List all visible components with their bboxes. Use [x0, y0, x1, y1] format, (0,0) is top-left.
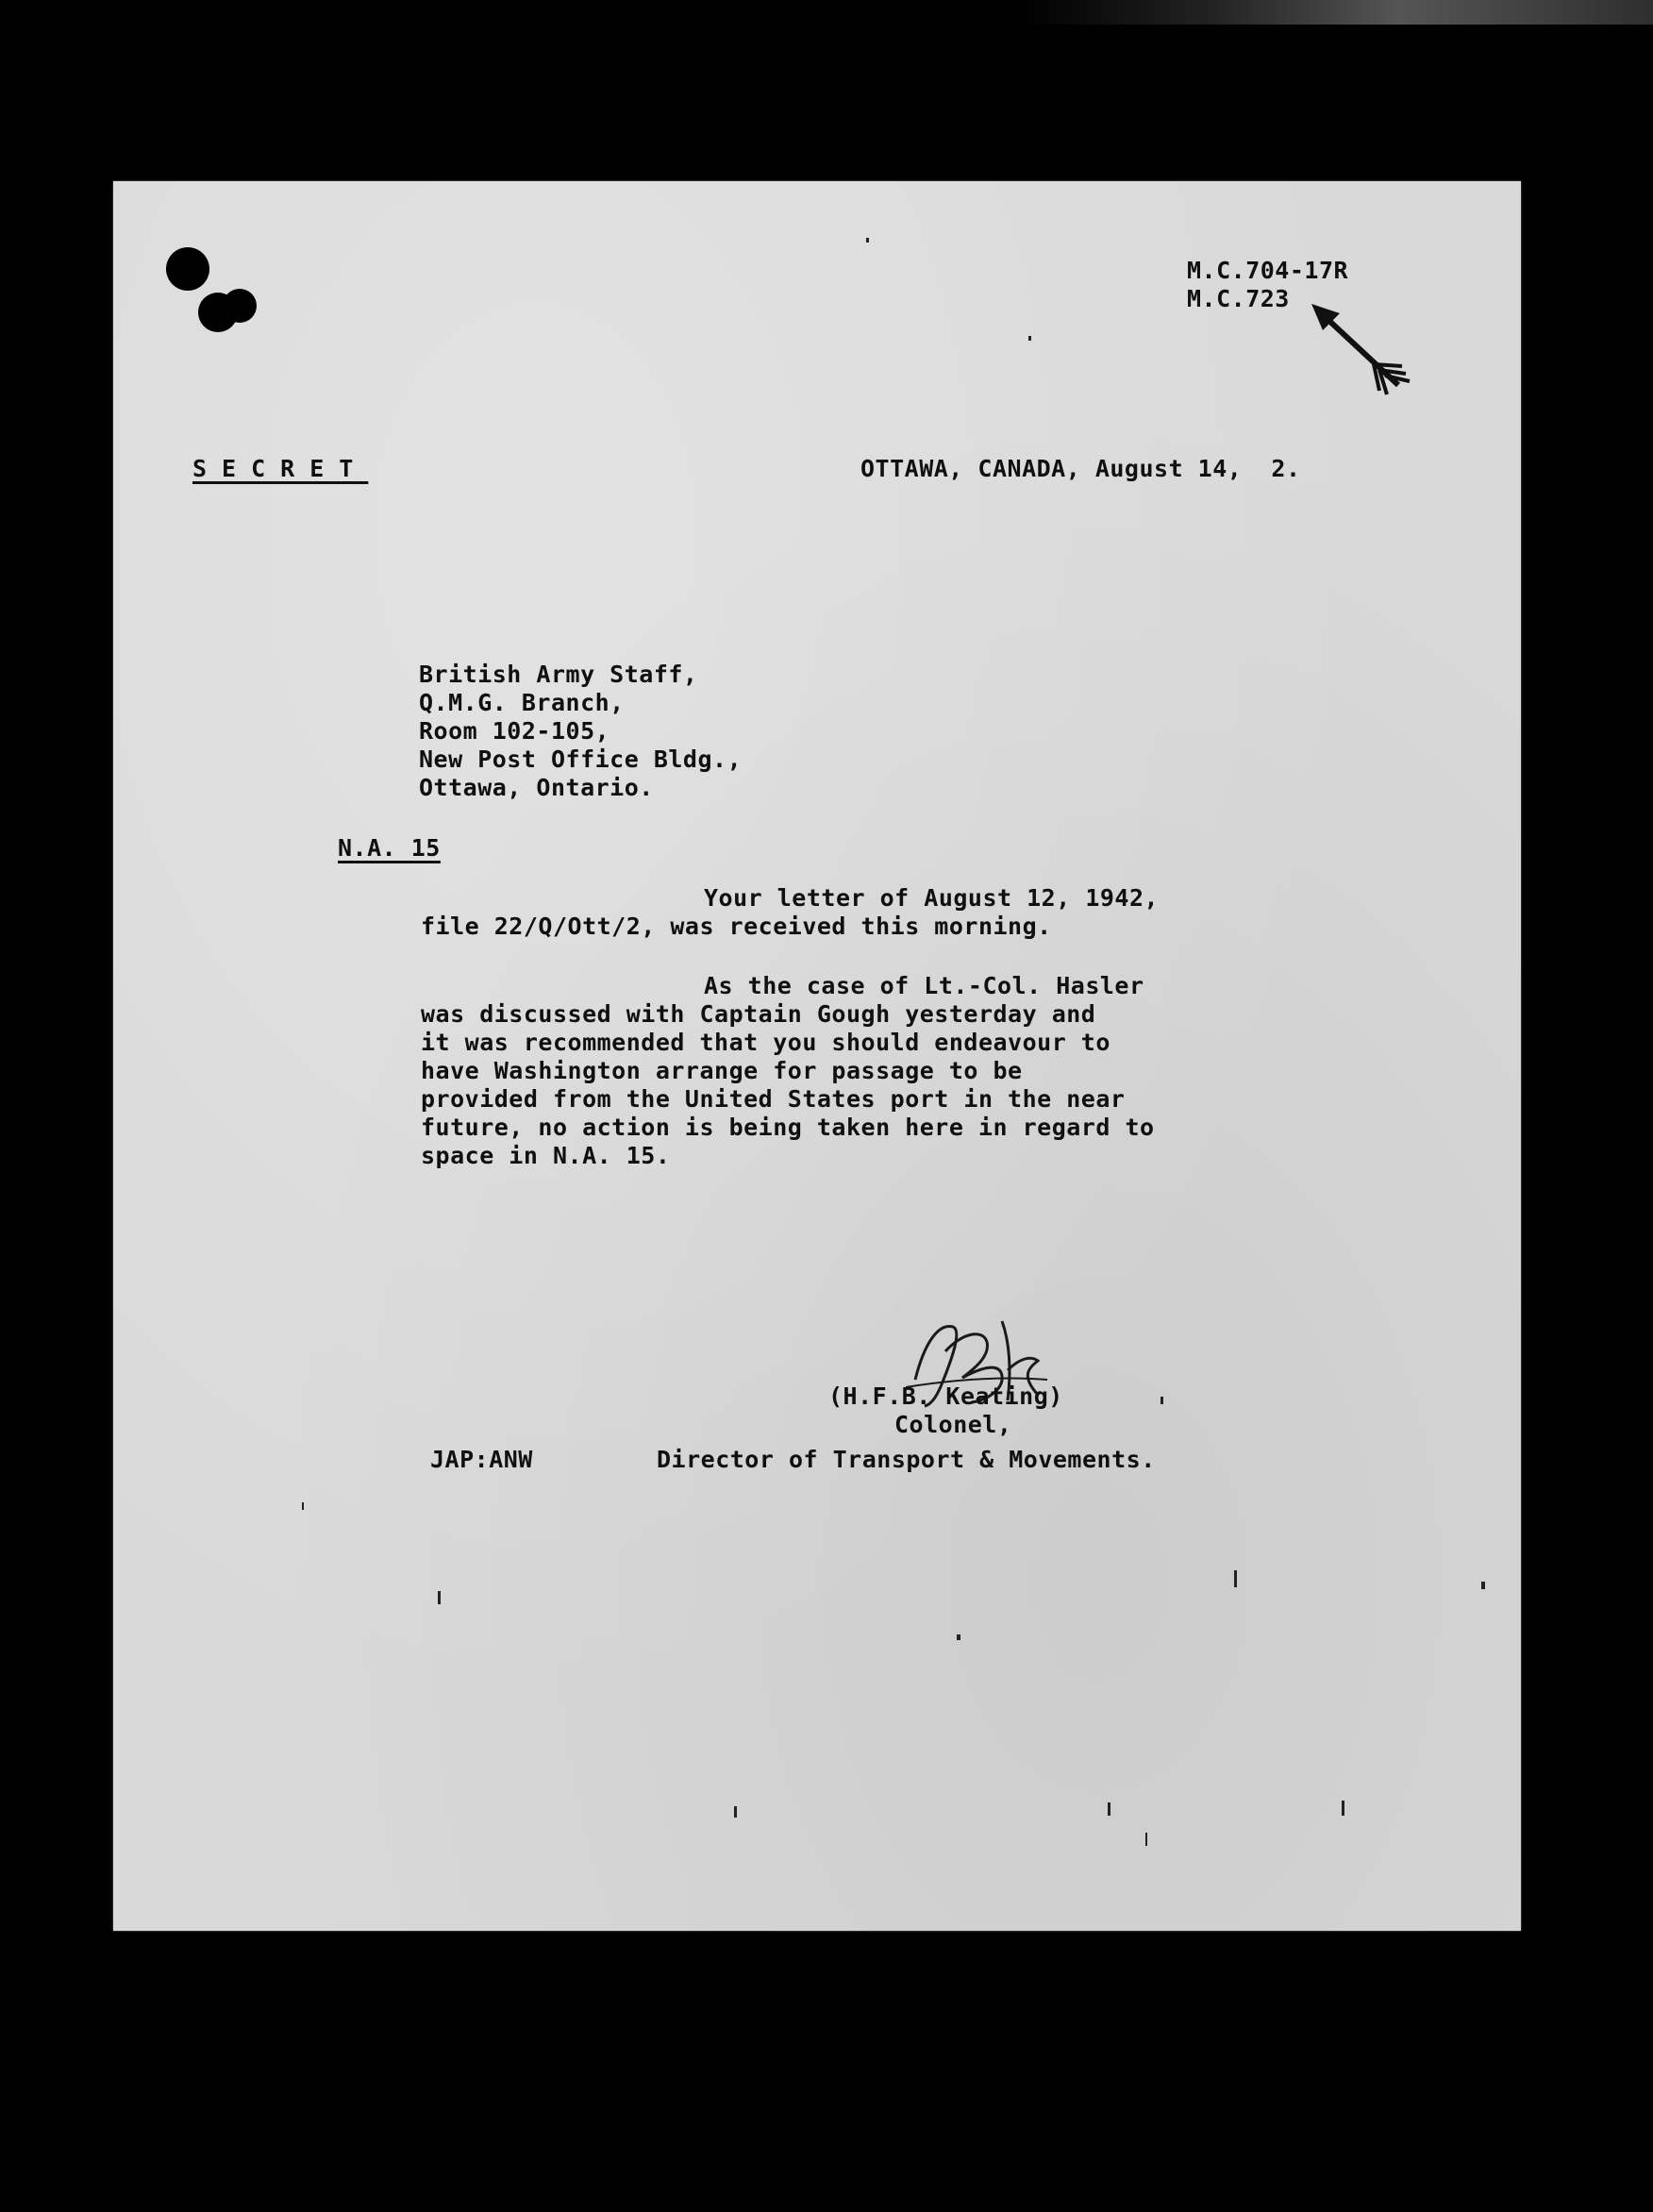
signer-title: Director of Transport & Movements. — [657, 1446, 1156, 1473]
signer-rank: Colonel, — [894, 1411, 1012, 1438]
addressee-line: Room 102-105, — [419, 717, 610, 745]
scan-speck — [1342, 1801, 1344, 1816]
body-line: it was recommended that you should endeavour to — [421, 1029, 1110, 1056]
body-line: have Washington arrange for passage to be — [421, 1057, 1023, 1084]
arrow-mark-icon — [1311, 304, 1415, 398]
file-reference: M.C.723 — [1187, 285, 1290, 312]
scan-speck — [1481, 1582, 1485, 1589]
classification-marking: SECRET — [192, 455, 369, 482]
place-and-date: OTTAWA, CANADA, August 14, 2. — [860, 455, 1301, 482]
scan-speck — [438, 1591, 441, 1604]
body-line: Your letter of August 12, 1942, — [704, 884, 1160, 912]
signer-name: (H.F.B. Keating) — [828, 1382, 1063, 1410]
scan-speck — [866, 238, 869, 243]
addressee-line: British Army Staff, — [419, 661, 698, 688]
scan-speck — [302, 1502, 304, 1510]
body-line: space in N.A. 15. — [421, 1142, 671, 1169]
addressee-line: Ottawa, Ontario. — [419, 774, 654, 801]
typist-initials: JAP:ANW — [430, 1446, 533, 1473]
scan-speck — [1028, 336, 1031, 341]
scan-speck — [957, 1634, 960, 1640]
body-line: As the case of Lt.-Col. Hasler — [704, 972, 1144, 999]
body-line: was discussed with Captain Gough yesterday and — [421, 1000, 1096, 1028]
body-line: file 22/Q/Ott/2, was received this morning. — [421, 913, 1052, 940]
punch-hole — [166, 247, 209, 291]
scan-speck — [1234, 1570, 1237, 1587]
scan-speck — [1160, 1397, 1163, 1404]
scan-speck — [1145, 1833, 1147, 1846]
body-line: future, no action is being taken here in regard to — [421, 1114, 1155, 1141]
addressee-line: New Post Office Bldg., — [419, 746, 743, 773]
punch-hole — [223, 289, 257, 323]
letter-page — [113, 181, 1521, 1931]
scan-speck — [1108, 1802, 1110, 1816]
addressee-line: Q.M.G. Branch, — [419, 689, 625, 716]
file-reference: M.C.704-17R — [1187, 257, 1349, 284]
body-line: provided from the United States port in the near — [421, 1085, 1126, 1113]
scan-edge-noise — [1019, 0, 1653, 25]
subject-reference: N.A. 15 — [338, 834, 441, 862]
scan-speck — [734, 1806, 737, 1818]
